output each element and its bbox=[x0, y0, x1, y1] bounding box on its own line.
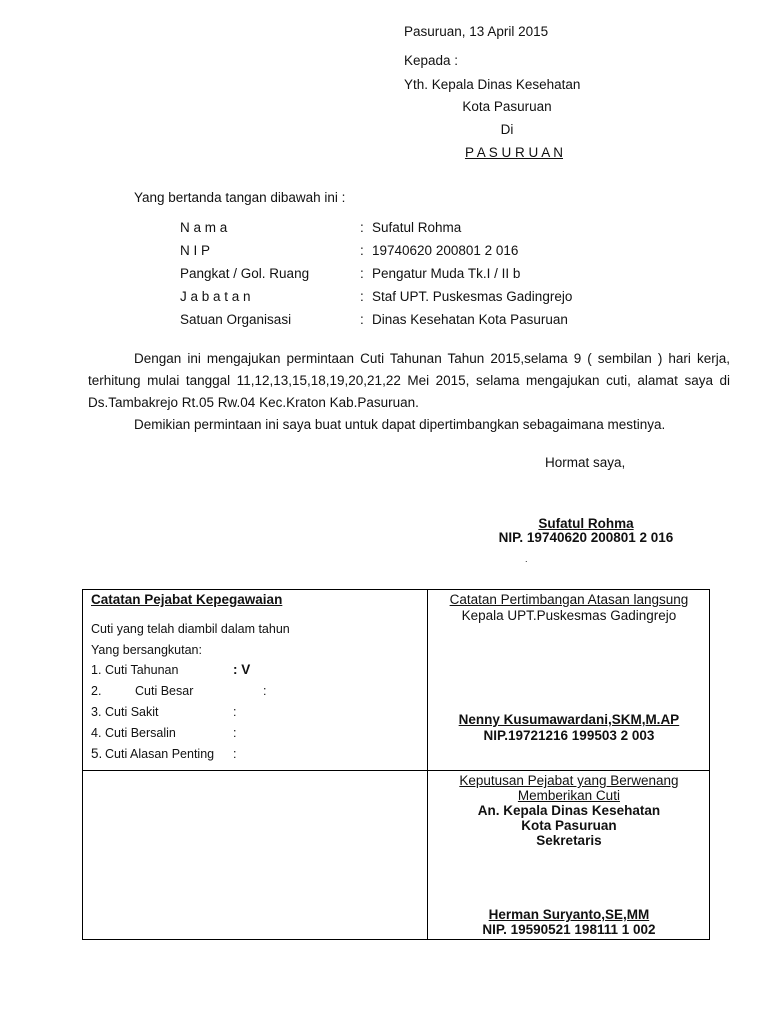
identity-colon: : bbox=[360, 243, 364, 258]
leave-item-label: Cuti Tahunan bbox=[105, 663, 179, 677]
identity-value-position: Staf UPT. Puskesmas Gadingrejo bbox=[372, 289, 573, 304]
identity-colon: : bbox=[360, 266, 364, 281]
identity-value-nip: 19740620 200801 2 016 bbox=[372, 243, 519, 258]
supervisor-name: Nenny Kusumawardani,SKM,M.AP bbox=[458, 712, 680, 727]
leave-item-num: 2. bbox=[91, 684, 102, 698]
supervisor-notes-cell bbox=[428, 590, 710, 771]
leave-notes-table bbox=[82, 589, 710, 940]
authority-line1: An. Kepala Dinas Kesehatan bbox=[477, 803, 661, 818]
leave-item-num: 5. bbox=[91, 746, 103, 761]
identity-colon: : bbox=[360, 312, 364, 327]
empty-cell bbox=[83, 771, 428, 940]
identity-colon: : bbox=[360, 289, 364, 304]
recipient-di: Di bbox=[500, 122, 514, 137]
leave-item-value: : bbox=[233, 705, 237, 719]
recipient-city: Kota Pasuruan bbox=[462, 99, 552, 114]
intro-text: Yang bertanda tangan dibawah ini : bbox=[134, 190, 346, 205]
leave-item-label: Cuti Sakit bbox=[105, 705, 159, 719]
authority-title-line1: Keputusan Pejabat yang Berwenang bbox=[459, 773, 679, 788]
body-paragraph-1: Dengan ini mengajukan permintaan Cuti Tahunan Tahun 2015,selama 9 ( sembilan ) hari kerja, terhitung mulai tanggal 11,12,13,15,18,19,20,21,22 Mei 2015, selama mengajukan cuti, alamat saya di Ds.Tambakrejo Rt.05 Rw.04 Kec.Kraton Kab.Pasuruan. bbox=[88, 351, 730, 410]
leave-item-num: 1. bbox=[91, 663, 102, 677]
closing-salutation: Hormat saya, bbox=[545, 455, 626, 470]
recipient: Yth. Kepala Dinas Kesehatan bbox=[404, 77, 581, 92]
leave-item-num: 4. bbox=[91, 726, 102, 740]
staffing-notes-cell bbox=[83, 590, 428, 771]
leave-item-label: Cuti Bersalin bbox=[105, 726, 176, 740]
body-paragraph-2: Demikian permintaan ini saya buat untuk dapat dipertimbangkan sebagaimana mestinya. bbox=[134, 417, 666, 432]
leave-item-value: : V bbox=[233, 662, 251, 677]
leave-item-value: : bbox=[263, 684, 267, 698]
identity-label-name: N a m a bbox=[180, 220, 228, 235]
staffing-notes-title: Catatan Pejabat Kepegawaian bbox=[91, 592, 283, 607]
identity-colon: : bbox=[360, 220, 364, 235]
identity-value-rank: Pengatur Muda Tk.I / II b bbox=[372, 266, 521, 281]
concerned-line: Yang bersangkutan: bbox=[91, 643, 202, 657]
authority-title-line2: Memberikan Cuti bbox=[517, 788, 620, 803]
identity-label-rank: Pangkat / Gol. Ruang bbox=[180, 266, 310, 281]
identity-value-name: Sufatul Rohma bbox=[372, 220, 462, 235]
identity-value-organization: Dinas Kesehatan Kota Pasuruan bbox=[372, 312, 568, 327]
leave-item-value: : bbox=[233, 747, 237, 761]
to-label: Kepada : bbox=[404, 53, 459, 68]
identity-label-position: J a b a t a n bbox=[180, 289, 251, 304]
supervisor-notes-subtitle: Kepala UPT.Puskesmas Gadingrejo bbox=[461, 608, 677, 623]
authority-decision-cell bbox=[428, 771, 710, 940]
authority-line3: Sekretaris bbox=[536, 833, 602, 848]
leave-taken-line: Cuti yang telah diambil dalam tahun bbox=[91, 622, 290, 636]
signer-nip: NIP. 19740620 200801 2 016 bbox=[498, 530, 674, 545]
signer-name: Sufatul Rohma bbox=[538, 516, 634, 531]
leave-item-label: Cuti Besar bbox=[135, 684, 194, 698]
leave-item-value: : bbox=[233, 726, 237, 740]
stray-dot: . bbox=[525, 554, 528, 564]
authority-name: Herman Suryanto,SE,MM bbox=[488, 907, 650, 922]
authority-nip: NIP. 19590521 198111 1 002 bbox=[482, 922, 656, 937]
identity-label-organization: Satuan Organisasi bbox=[180, 312, 292, 327]
supervisor-nip: NIP.19721216 199503 2 003 bbox=[483, 728, 655, 743]
supervisor-notes-title: Catatan Pertimbangan Atasan langsung bbox=[449, 592, 689, 607]
authority-line2: Kota Pasuruan bbox=[521, 818, 617, 833]
leave-item-label: Cuti Alasan Penting bbox=[105, 747, 215, 761]
identity-label-nip: N I P bbox=[180, 243, 211, 258]
recipient-destination: P A S U R U A N bbox=[464, 145, 564, 160]
place-date: Pasuruan, 13 April 2015 bbox=[404, 24, 549, 39]
leave-item-num: 3. bbox=[91, 705, 102, 719]
